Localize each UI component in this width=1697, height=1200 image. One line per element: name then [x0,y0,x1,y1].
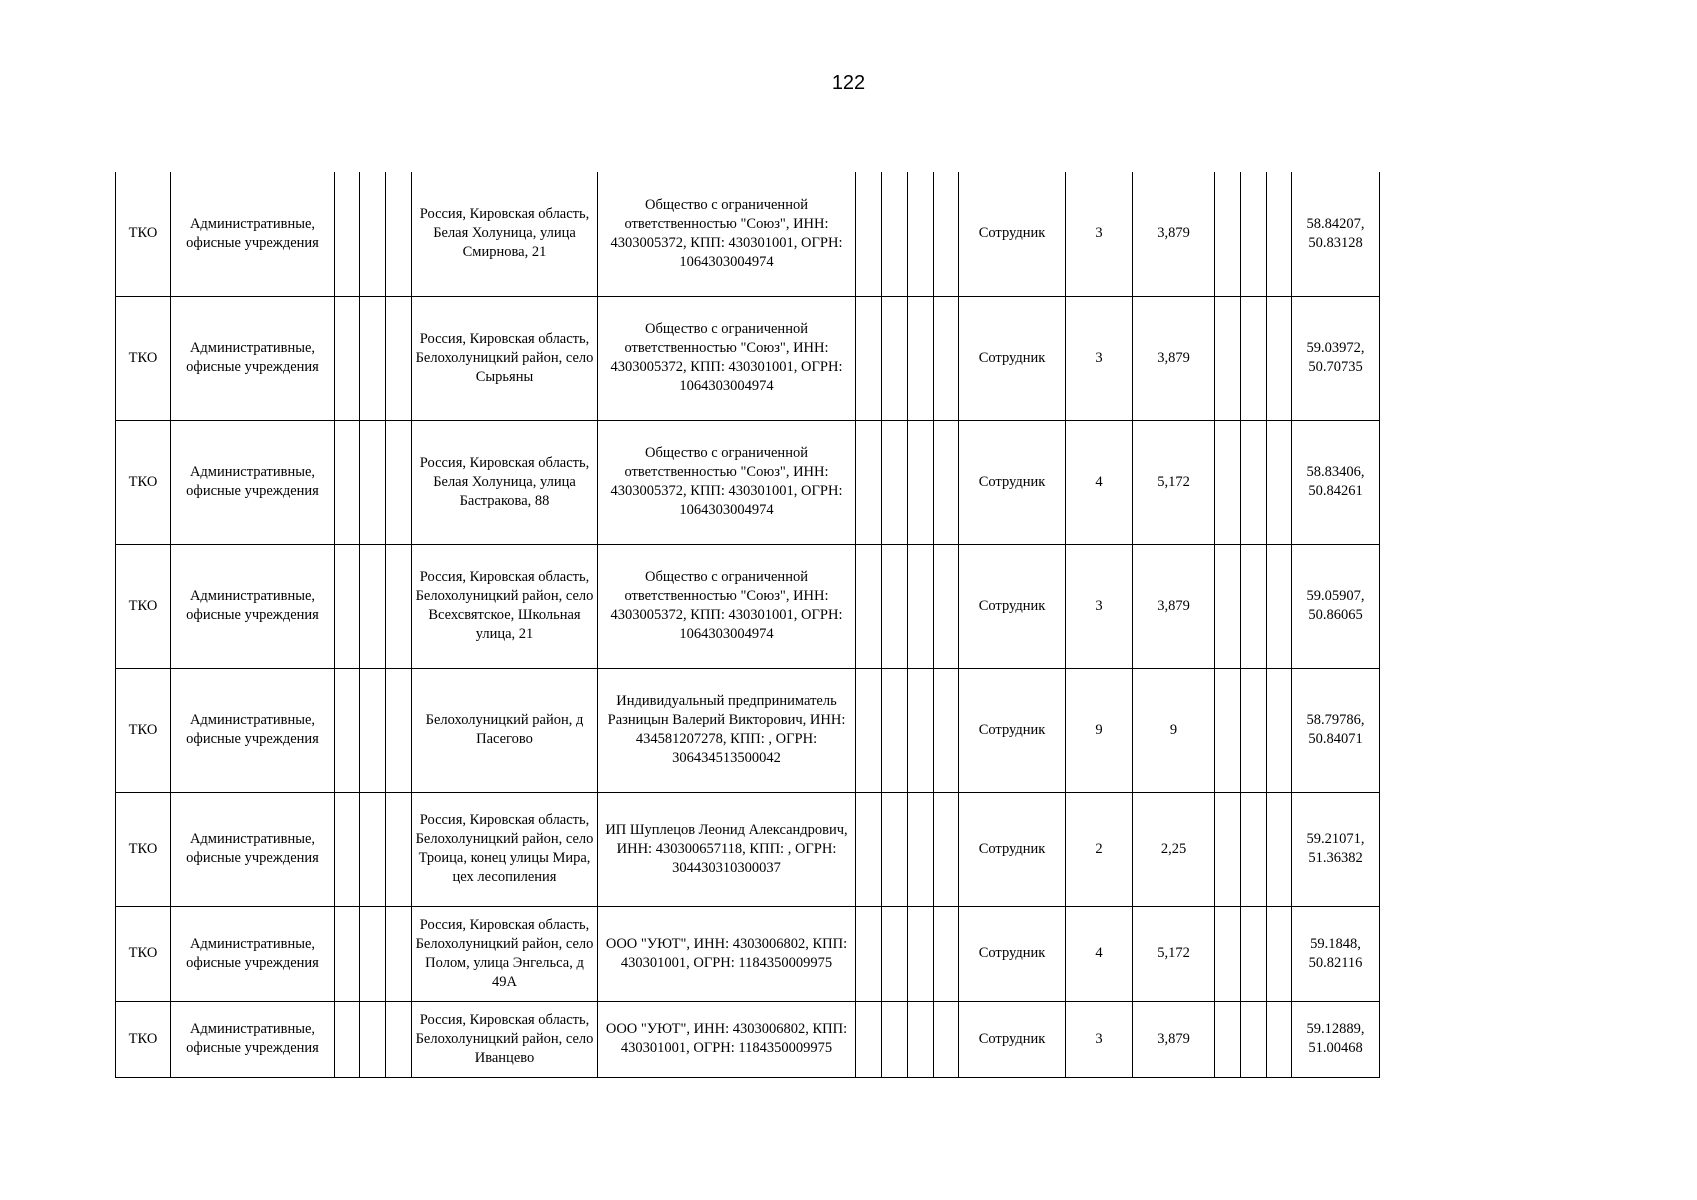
empty-cell [856,420,882,544]
volume-cell: 3,879 [1133,296,1215,420]
empty-cell [335,1001,360,1077]
organization-cell: Общество с ограниченной ответственностью "Союз", ИНН: 4303005372, КПП: 430301001, ОГРН: 1064303004974 [598,544,856,668]
empty-cell [1241,420,1267,544]
empty-cell [856,906,882,1001]
organization-cell: ИП Шуплецов Леонид Александрович, ИНН: 430300657118, КПП: , ОГРН: 304430310300037 [598,792,856,906]
empty-cell [856,296,882,420]
category-cell: Административные, офисные учреждения [171,544,335,668]
empty-cell [1215,792,1241,906]
table-row [116,544,1380,668]
empty-cell [386,420,412,544]
empty-cell [1215,544,1241,668]
empty-cell [1267,906,1292,1001]
empty-cell [934,296,959,420]
volume-cell: 3,879 [1133,1001,1215,1077]
waste-type-cell: ТКО [116,1001,171,1077]
empty-cell [360,296,386,420]
empty-cell [1241,1001,1267,1077]
coordinates-cell: 59.05907, 50.86065 [1292,544,1380,668]
empty-cell [882,544,908,668]
count-cell: 4 [1066,906,1133,1001]
waste-type-cell: ТКО [116,172,171,296]
address-cell: Россия, Кировская область, Белохолуницкий район, село Всехсвятское, Школьная улица, 21 [412,544,598,668]
volume-cell: 9 [1133,668,1215,792]
empty-cell [856,668,882,792]
empty-cell [934,420,959,544]
table-row [116,172,1380,296]
organization-cell: Общество с ограниченной ответственностью "Союз", ИНН: 4303005372, КПП: 430301001, ОГРН: 1064303004974 [598,296,856,420]
empty-cell [908,792,934,906]
count-cell: 3 [1066,544,1133,668]
coordinates-cell: 59.1848, 50.82116 [1292,906,1380,1001]
empty-cell [1267,172,1292,296]
unit-cell: Сотрудник [959,420,1066,544]
empty-cell [386,668,412,792]
empty-cell [882,1001,908,1077]
coordinates-cell: 58.84207, 50.83128 [1292,172,1380,296]
empty-cell [360,906,386,1001]
empty-cell [335,172,360,296]
empty-cell [1241,668,1267,792]
category-cell: Административные, офисные учреждения [171,420,335,544]
count-cell: 3 [1066,172,1133,296]
empty-cell [1267,792,1292,906]
address-cell: Россия, Кировская область, Белая Холуница, улица Смирнова, 21 [412,172,598,296]
waste-type-cell: ТКО [116,296,171,420]
empty-cell [360,544,386,668]
empty-cell [882,668,908,792]
empty-cell [360,792,386,906]
empty-cell [1267,420,1292,544]
empty-cell [908,296,934,420]
empty-cell [386,172,412,296]
empty-cell [908,172,934,296]
empty-cell [856,1001,882,1077]
empty-cell [908,1001,934,1077]
empty-cell [882,296,908,420]
count-cell: 3 [1066,296,1133,420]
empty-cell [386,792,412,906]
empty-cell [908,906,934,1001]
empty-cell [1215,1001,1241,1077]
table-row [116,296,1380,420]
volume-cell: 5,172 [1133,906,1215,1001]
empty-cell [335,420,360,544]
empty-cell [335,906,360,1001]
empty-cell [386,296,412,420]
organization-cell: Общество с ограниченной ответственностью "Союз", ИНН: 4303005372, КПП: 430301001, ОГРН: 1064303004974 [598,172,856,296]
empty-cell [1267,296,1292,420]
empty-cell [1267,668,1292,792]
empty-cell [882,906,908,1001]
empty-cell [1215,906,1241,1001]
empty-cell [934,906,959,1001]
coordinates-cell: 58.79786, 50.84071 [1292,668,1380,792]
empty-cell [335,668,360,792]
count-cell: 3 [1066,1001,1133,1077]
empty-cell [934,172,959,296]
empty-cell [934,792,959,906]
category-cell: Административные, офисные учреждения [171,1001,335,1077]
empty-cell [856,792,882,906]
category-cell: Административные, офисные учреждения [171,296,335,420]
table-row [116,420,1380,544]
empty-cell [1241,172,1267,296]
table-row [116,792,1380,906]
empty-cell [882,172,908,296]
empty-cell [1215,420,1241,544]
organization-cell: ООО "УЮТ", ИНН: 4303006802, КПП: 430301001, ОГРН: 1184350009975 [598,1001,856,1077]
empty-cell [934,668,959,792]
address-cell: Белохолуницкий район, д Пасегово [412,668,598,792]
category-cell: Административные, офисные учреждения [171,792,335,906]
unit-cell: Сотрудник [959,1001,1066,1077]
empty-cell [386,906,412,1001]
empty-cell [1215,172,1241,296]
empty-cell [934,544,959,668]
address-cell: Россия, Кировская область, Белохолуницкий район, село Полом, улица Энгельса, д 49А [412,906,598,1001]
waste-type-cell: ТКО [116,668,171,792]
empty-cell [1267,1001,1292,1077]
unit-cell: Сотрудник [959,906,1066,1001]
category-cell: Административные, офисные учреждения [171,906,335,1001]
category-cell: Административные, офисные учреждения [171,668,335,792]
table-row [116,906,1380,1001]
empty-cell [1241,544,1267,668]
empty-cell [1215,296,1241,420]
coordinates-cell: 59.21071, 51.36382 [1292,792,1380,906]
empty-cell [386,544,412,668]
empty-cell [1215,668,1241,792]
table-row [116,668,1380,792]
waste-type-cell: ТКО [116,544,171,668]
address-cell: Россия, Кировская область, Белохолуницкий район, село Троица, конец улицы Мира, цех лесопиления [412,792,598,906]
unit-cell: Сотрудник [959,668,1066,792]
empty-cell [335,296,360,420]
empty-cell [882,792,908,906]
empty-cell [360,1001,386,1077]
coordinates-cell: 58.83406, 50.84261 [1292,420,1380,544]
empty-cell [908,668,934,792]
empty-cell [335,544,360,668]
unit-cell: Сотрудник [959,544,1066,668]
unit-cell: Сотрудник [959,172,1066,296]
page-number: 122 [831,72,866,94]
empty-cell [856,544,882,668]
volume-cell: 5,172 [1133,420,1215,544]
count-cell: 2 [1066,792,1133,906]
table-row [116,1001,1380,1077]
waste-type-cell: ТКО [116,906,171,1001]
empty-cell [360,172,386,296]
empty-cell [1241,906,1267,1001]
unit-cell: Сотрудник [959,296,1066,420]
empty-cell [908,544,934,668]
empty-cell [1241,792,1267,906]
empty-cell [934,1001,959,1077]
count-cell: 9 [1066,668,1133,792]
address-cell: Россия, Кировская область, Белохолуницкий район, село Иванцево [412,1001,598,1077]
empty-cell [386,1001,412,1077]
organization-cell: ООО "УЮТ", ИНН: 4303006802, КПП: 430301001, ОГРН: 1184350009975 [598,906,856,1001]
empty-cell [856,172,882,296]
coordinates-cell: 59.12889, 51.00468 [1292,1001,1380,1077]
empty-cell [1267,544,1292,668]
count-cell: 4 [1066,420,1133,544]
waste-sources-table [115,172,1380,1078]
volume-cell: 3,879 [1133,172,1215,296]
address-cell: Россия, Кировская область, Белая Холуница, улица Бастракова, 88 [412,420,598,544]
empty-cell [335,792,360,906]
organization-cell: Индивидуальный предприниматель Разницын Валерий Викторович, ИНН: 434581207278, КПП: , ОГРН: 306434513500042 [598,668,856,792]
unit-cell: Сотрудник [959,792,1066,906]
volume-cell: 3,879 [1133,544,1215,668]
category-cell: Административные, офисные учреждения [171,172,335,296]
volume-cell: 2,25 [1133,792,1215,906]
waste-type-cell: ТКО [116,420,171,544]
empty-cell [908,420,934,544]
empty-cell [1241,296,1267,420]
address-cell: Россия, Кировская область, Белохолуницкий район, село Сырьяны [412,296,598,420]
coordinates-cell: 59.03972, 50.70735 [1292,296,1380,420]
empty-cell [360,420,386,544]
waste-type-cell: ТКО [116,792,171,906]
empty-cell [882,420,908,544]
empty-cell [360,668,386,792]
organization-cell: Общество с ограниченной ответственностью "Союз", ИНН: 4303005372, КПП: 430301001, ОГРН: 1064303004974 [598,420,856,544]
